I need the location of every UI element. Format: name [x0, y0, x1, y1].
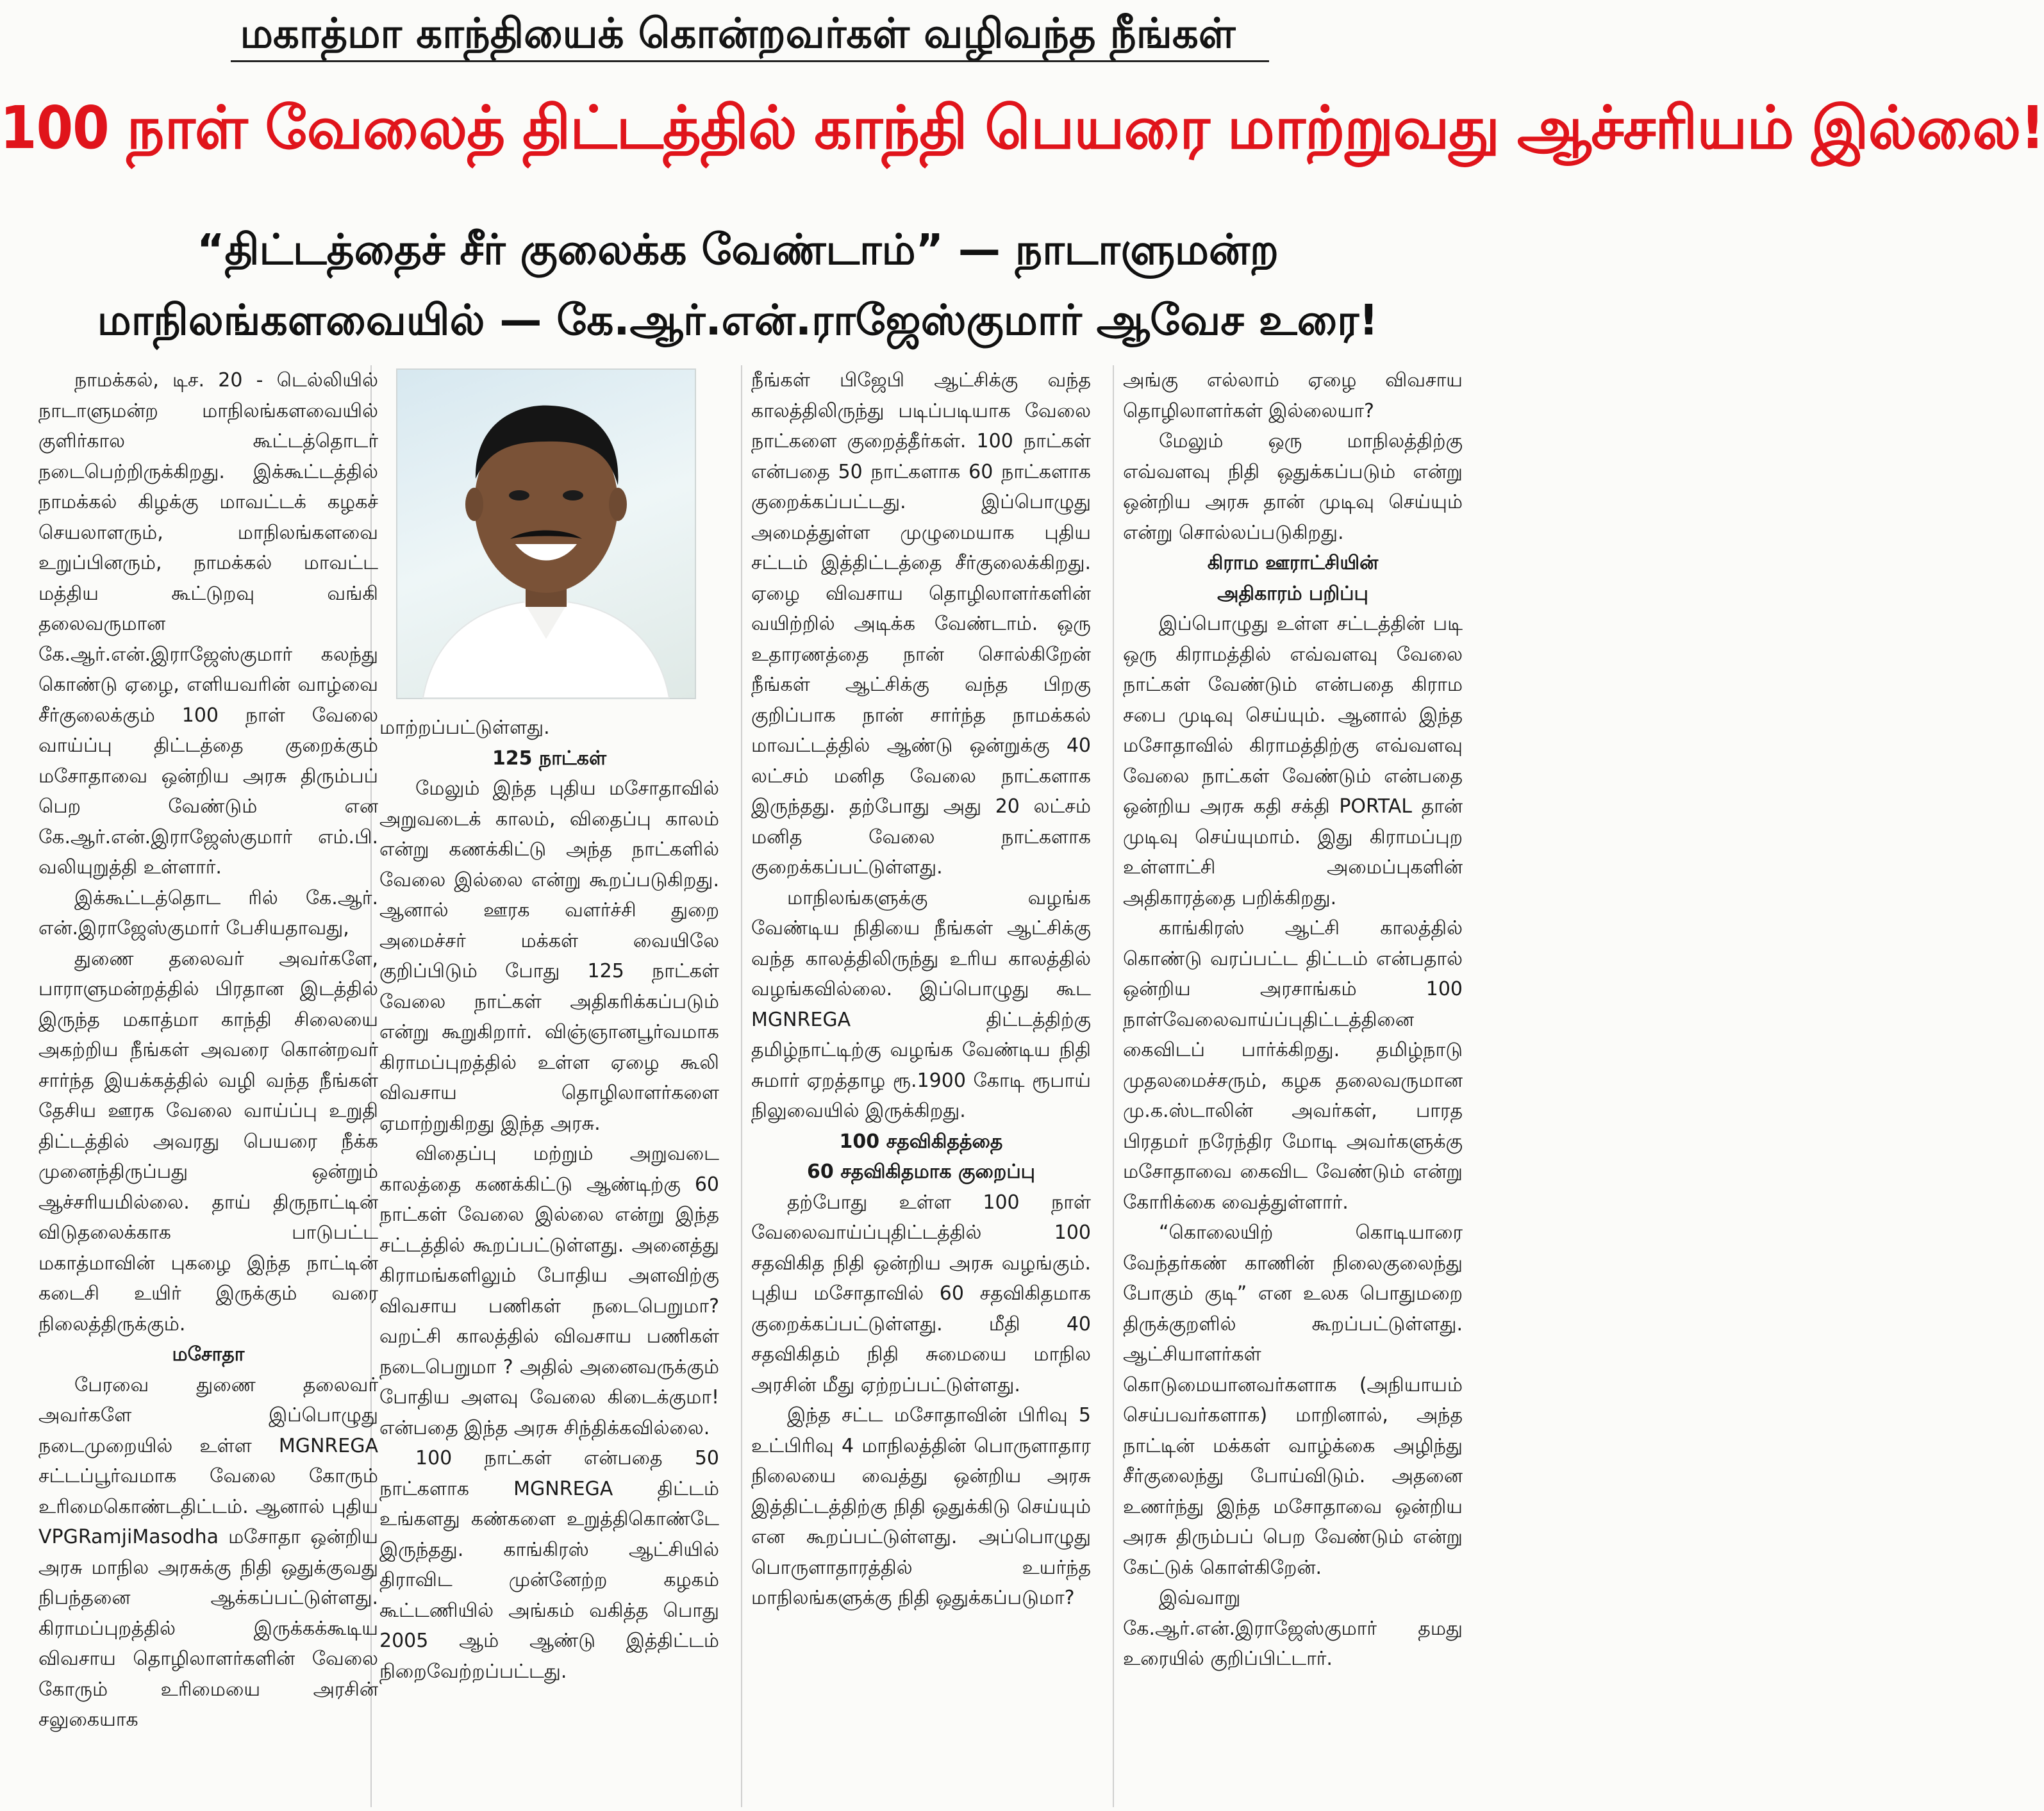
- paragraph: அங்கு எல்லாம் ஏழை விவசாய தொழிலாளர்கள் இல்லையா?: [1123, 369, 1463, 422]
- paragraph: மாற்றப்பட்டுள்ளது.: [379, 716, 550, 739]
- paragraph: நீங்கள் பிஜேபி ஆட்சிக்கு வந்த காலத்திலிருந்து படிப்படியாக வேலை நாட்களை குறைத்தீர்கள். 100 நாட்கள் என்பதை 50 நாட்களாக 60 நாட்களாக குறைக்கப்பட்டது. இப்பொழுது அமைத்துள்ள முழுமையாக புதிய சட்டம் இத்திட்டத்தை சீர்குலைக்கிறது. ஏழை விவசாய தொழிலாளர்களின் வயிற்றில் அடிக்க வேண்டாம். ஒரு உதாரணத்தை நான் சொல்கிறேன் நீங்கள் ஆட்சிக்கு வந்த பிறகு குறிப்பாக நான் சார்ந்த நாமக்கல் மாவட்டத்தில் ஆண்டு ஒன்றுக்கு 40 லட்சம் மனித வேலை நாட்களாக இருந்தது. தற்போது அது 20 லட்சம் மனித வேலை நாட்களாக குறைக்கப்பட்டுள்ளது.: [751, 369, 1091, 879]
- portrait-photo: [396, 368, 696, 699]
- portrait-illustration: [397, 370, 695, 698]
- subhead-line-2: மாநிலங்களவையில் — கே.ஆர்.என்.ராஜேஸ்குமார் ஆவேச உரை!: [97, 295, 1379, 345]
- section-heading: கிராம ஊராட்சியின்: [1207, 552, 1379, 574]
- headline: 100 நாள் வேலைத் திட்டத்தில் காந்தி பெயரை மாற்றுவது ஆச்சரியம் இல்லை!: [0, 94, 2044, 162]
- kicker: மகாத்மா காந்தியைக் கொன்றவர்கள் வழிவந்த நீங்கள்: [240, 10, 1236, 58]
- paragraph: இக்கூட்டத்தொட ரில் கே.ஆர். என்.இராஜேஸ்குமார் பேசியதாவது,: [38, 886, 378, 939]
- paragraph: பேரவை துணை தலைவர் அவர்களே இப்பொழுது நடைமுறையில் உள்ள MGNREGA சட்டப்பூர்வமாக வேலை கோரும் உரிமைகொண்டதிட்டம். ஆனால் புதிய VPGRamjiMasodha மசோதா ஒன்றிய அரசு மாநில அரசுக்கு நிதி ஒதுக்குவது நிபந்தனை ஆக்கப்பட்டுள்ளது. கிராமப்புறத்தில் இருக்கக்கூடிய விவசாய தொழிலாளர்களின் வேலை கோரும் உரிமையை அரசின் சலுகையாக: [38, 1373, 378, 1731]
- paragraph: காங்கிரஸ் ஆட்சி காலத்தில் கொண்டு வரப்பட்ட திட்டம் என்பதால் ஒன்றிய அரசாங்கம் 100 நாள்வேலைவாய்ப்புதிட்டத்தினை கைவிடப் பார்க்கிறது. தமிழ்நாடு முதலமைச்சரும், கழக தலைவருமான மு.க.ஸ்டாலின் அவர்கள், பாரத பிரதமர் நரேந்திர மோடி அவர்களுக்கு மசோதாவை கைவிட வேண்டும் என்று கோரிக்கை வைத்துள்ளார்.: [1123, 917, 1463, 1214]
- subhead-line-1: “திட்டத்தைச் சீர் குலைக்க வேண்டாம்” — நாடாளுமன்ற: [197, 225, 1279, 274]
- paragraph: “கொலையிற் கொடியாரை வேந்தர்கண் காணின் நிலைகுலைந்து போகும் குடி” என உலக பொதுமறை திருக்குறளில் கூறப்பட்டுள்ளது. ஆட்சியாளர்கள் கொடுமையானவர்களாக (அநியாயம் செய்பவர்களாக) மாறினால், அந்த நாட்டின் மக்கள் வாழ்க்கை அழிந்து சீர்குலைந்து போய்விடும். அதனை உணர்ந்து இந்த மசோதாவை ஒன்றிய அரசு திரும்பப் பெற வேண்டும் என்று கேட்டுக் கொள்கிறேன்.: [1123, 1221, 1463, 1579]
- column-2: [379, 713, 719, 1807]
- section-heading: மசோதா: [172, 1343, 245, 1366]
- paragraph: விதைப்பு மற்றும் அறுவடை காலத்தை கணக்கிட்டு ஆண்டிற்கு 60 நாட்கள் வேலை இல்லை என்று இந்த சட்டத்தில் கூறப்பட்டுள்ளது. அனைத்து கிராமங்களிலும் போதிய அளவிற்கு விவசாய பணிகள் நடைபெறுமா? வறட்சி காலத்தில் விவசாய பணிகள் நடைபெறுமா ? அதில் அனைவருக்கும் போதிய அளவு வேலை கிடைக்குமா! என்பதை இந்த அரசு சிந்திக்கவில்லை.: [379, 1143, 719, 1439]
- paragraph: இவ்வாறு கே.ஆர்.என்.இராஜேஸ்குமார் தமது உரையில் குறிப்பிட்டார்.: [1123, 1587, 1463, 1670]
- paragraph: இந்த சட்ட மசோதாவின் பிரிவு 5 உட்பிரிவு 4 மாநிலத்தின் பொருளாதார நிலையை வைத்து ஒன்றிய அரசு இத்திட்டத்திற்கு நிதி ஒதுக்கிடு செய்யும் என கூறப்பட்டுள்ளது. அப்பொழுது பொருளாதாரத்தில் உயர்ந்த மாநிலங்களுக்கு நிதி ஒதுக்கப்படுமா?: [751, 1404, 1091, 1609]
- paragraph: மாநிலங்களுக்கு வழங்க வேண்டிய நிதியை நீங்கள் ஆட்சிக்கு வந்த காலத்திலிருந்து உரிய காலத்தில் வழங்கவில்லை. இப்பொழுது கூட MGNREGA திட்டத்திற்கு தமிழ்நாட்டிற்கு வழங்க வேண்டிய நிதி சுமார் ஏறத்தாழ ரூ.1900 கோடி ரூபாய் நிலுவையில் இருக்கிறது.: [751, 886, 1091, 1122]
- column-3: [751, 365, 1091, 1807]
- column-separator: [1113, 365, 1114, 1807]
- paragraph: மேலும் இந்த புதிய மசோதாவில் அறுவடைக் காலம், விதைப்பு காலம் என்று கணக்கிட்டு அந்த நாட்களில் வேலை இல்லை என்று கூறப்படுகிறது. ஆனால் ஊரக வளர்ச்சி துறை அமைச்சர் மக்கள் வையிலே குறிப்பிடும் போது 125 நாட்கள் வேலை நாட்கள் அதிகரிக்கப்படும் என்று கூறுகிறார். விஞ்ஞானபூர்வமாக கிராமப்புறத்தில் உள்ள ஏழை கூலி விவசாய தொழிலாளர்களை ஏமாற்றுகிறது இந்த அரசு.: [379, 777, 719, 1135]
- column-4: [1123, 365, 1463, 1807]
- paragraph: இப்பொழுது உள்ள சட்டத்தின் படி ஒரு கிராமத்தில் எவ்வளவு வேலை நாட்கள் வேண்டும் என்பதை கிராம சபை முடிவு செய்யும். ஆனால் இந்த மசோதாவில் கிராமத்திற்கு எவ்வளவு வேலை நாட்கள் வேண்டும் என்பதை ஒன்றிய அரசு கதி சக்தி PORTAL தான் முடிவு செய்யுமாம். இது கிராமப்புற உள்ளாட்சி அமைப்புகளின் அதிகாரத்தை பறிக்கிறது.: [1123, 613, 1463, 909]
- section-heading: 100 சதவிகிதத்தை: [839, 1130, 1003, 1153]
- paragraph: நாமக்கல், டிச. 20 - டெல்லியில் நாடாளுமன்ற மாநிலங்களவையில் குளிர்கால கூட்டத்தொடர் நடைபெற்றிருக்கிறது. இக்கூட்டத்தில் நாமக்கல் கிழக்கு மாவட்டக் கழகச் செயலாளரும், மாநிலங்களவை உறுப்பினரும், நாமக்கல் மாவட்ட மத்திய கூட்டுறவு வங்கி தலைவருமான கே.ஆர்.என்.இராஜேஸ்குமார் கலந்து கொண்டு ஏழை, எளியவரின் வாழ்வை சீர்குலைக்கும் 100 நாள் வேலை வாய்ப்பு திட்டத்தை குறைக்கும் மசோதாவை ஒன்றிய அரசு திரும்பப் பெற வேண்டும் என கே.ஆர்.என்.இராஜேஸ்குமார் எம்.பி. வலியுறுத்தி உள்ளார்.: [38, 369, 378, 879]
- paragraph: துணை தலைவர் அவர்களே, பாராளுமன்றத்தில் பிரதான இடத்தில் இருந்த மகாத்மா காந்தி சிலையை அகற்றிய நீங்கள் அவரை கொன்றவர் சார்ந்த இயக்கத்தில் வழி வந்த நீங்கள் தேசிய ஊரக வேலை வாய்ப்பு உறுதி திட்டத்தில் அவரது பெயரை நீக்க முனைந்திருப்பது ஒன்றும் ஆச்சரியமில்லை. தாய் திருநாட்டின் விடுதலைக்காக பாடுபட்ட மகாத்மாவின் புகழை இந்த நாட்டின் கடைசி உயிர் இருக்கும் வரை நிலைத்திருக்கும்.: [38, 947, 378, 1336]
- column-separator: [741, 365, 742, 1807]
- section-heading: 125 நாட்கள்: [492, 747, 607, 770]
- section-heading: அதிகாரம் பறிப்பு: [1217, 582, 1368, 605]
- column-1: [38, 365, 378, 1807]
- section-heading: 60 சதவிகிதமாக குறைப்பு: [807, 1161, 1035, 1183]
- paragraph: தற்போது உள்ள 100 நாள் வேலைவாய்ப்புதிட்டத்தில் 100 சதவிகித நிதி ஒன்றிய அரசு வழங்கும். புதிய மசோதாவில் 60 சதவிகிதமாக குறைக்கப்பட்டுள்ளது. மீதி 40 சதவிகிதம் நிதி சுமையை மாநில அரசின் மீது ஏற்றப்பட்டுள்ளது.: [751, 1191, 1091, 1396]
- paragraph: மேலும் ஒரு மாநிலத்திற்கு எவ்வளவு நிதி ஒதுக்கப்படும் என்று ஒன்றிய அரசு தான் முடிவு செய்யும் என்று சொல்லப்படுகிறது.: [1123, 430, 1463, 544]
- paragraph: 100 நாட்கள் என்பதை 50 நாட்களாக MGNREGA திட்டம் உங்களது கண்களை உறுத்திகொண்டே இருந்தது. காங்கிரஸ் ஆட்சியில் திராவிட முன்னேற்ற கழகம் கூட்டணியில் அங்கம் வகித்த பொது 2005 ஆம் ஆண்டு இத்திட்டம் நிறைவேற்றப்பட்டது.: [379, 1447, 719, 1683]
- kicker-rule: [231, 60, 1269, 62]
